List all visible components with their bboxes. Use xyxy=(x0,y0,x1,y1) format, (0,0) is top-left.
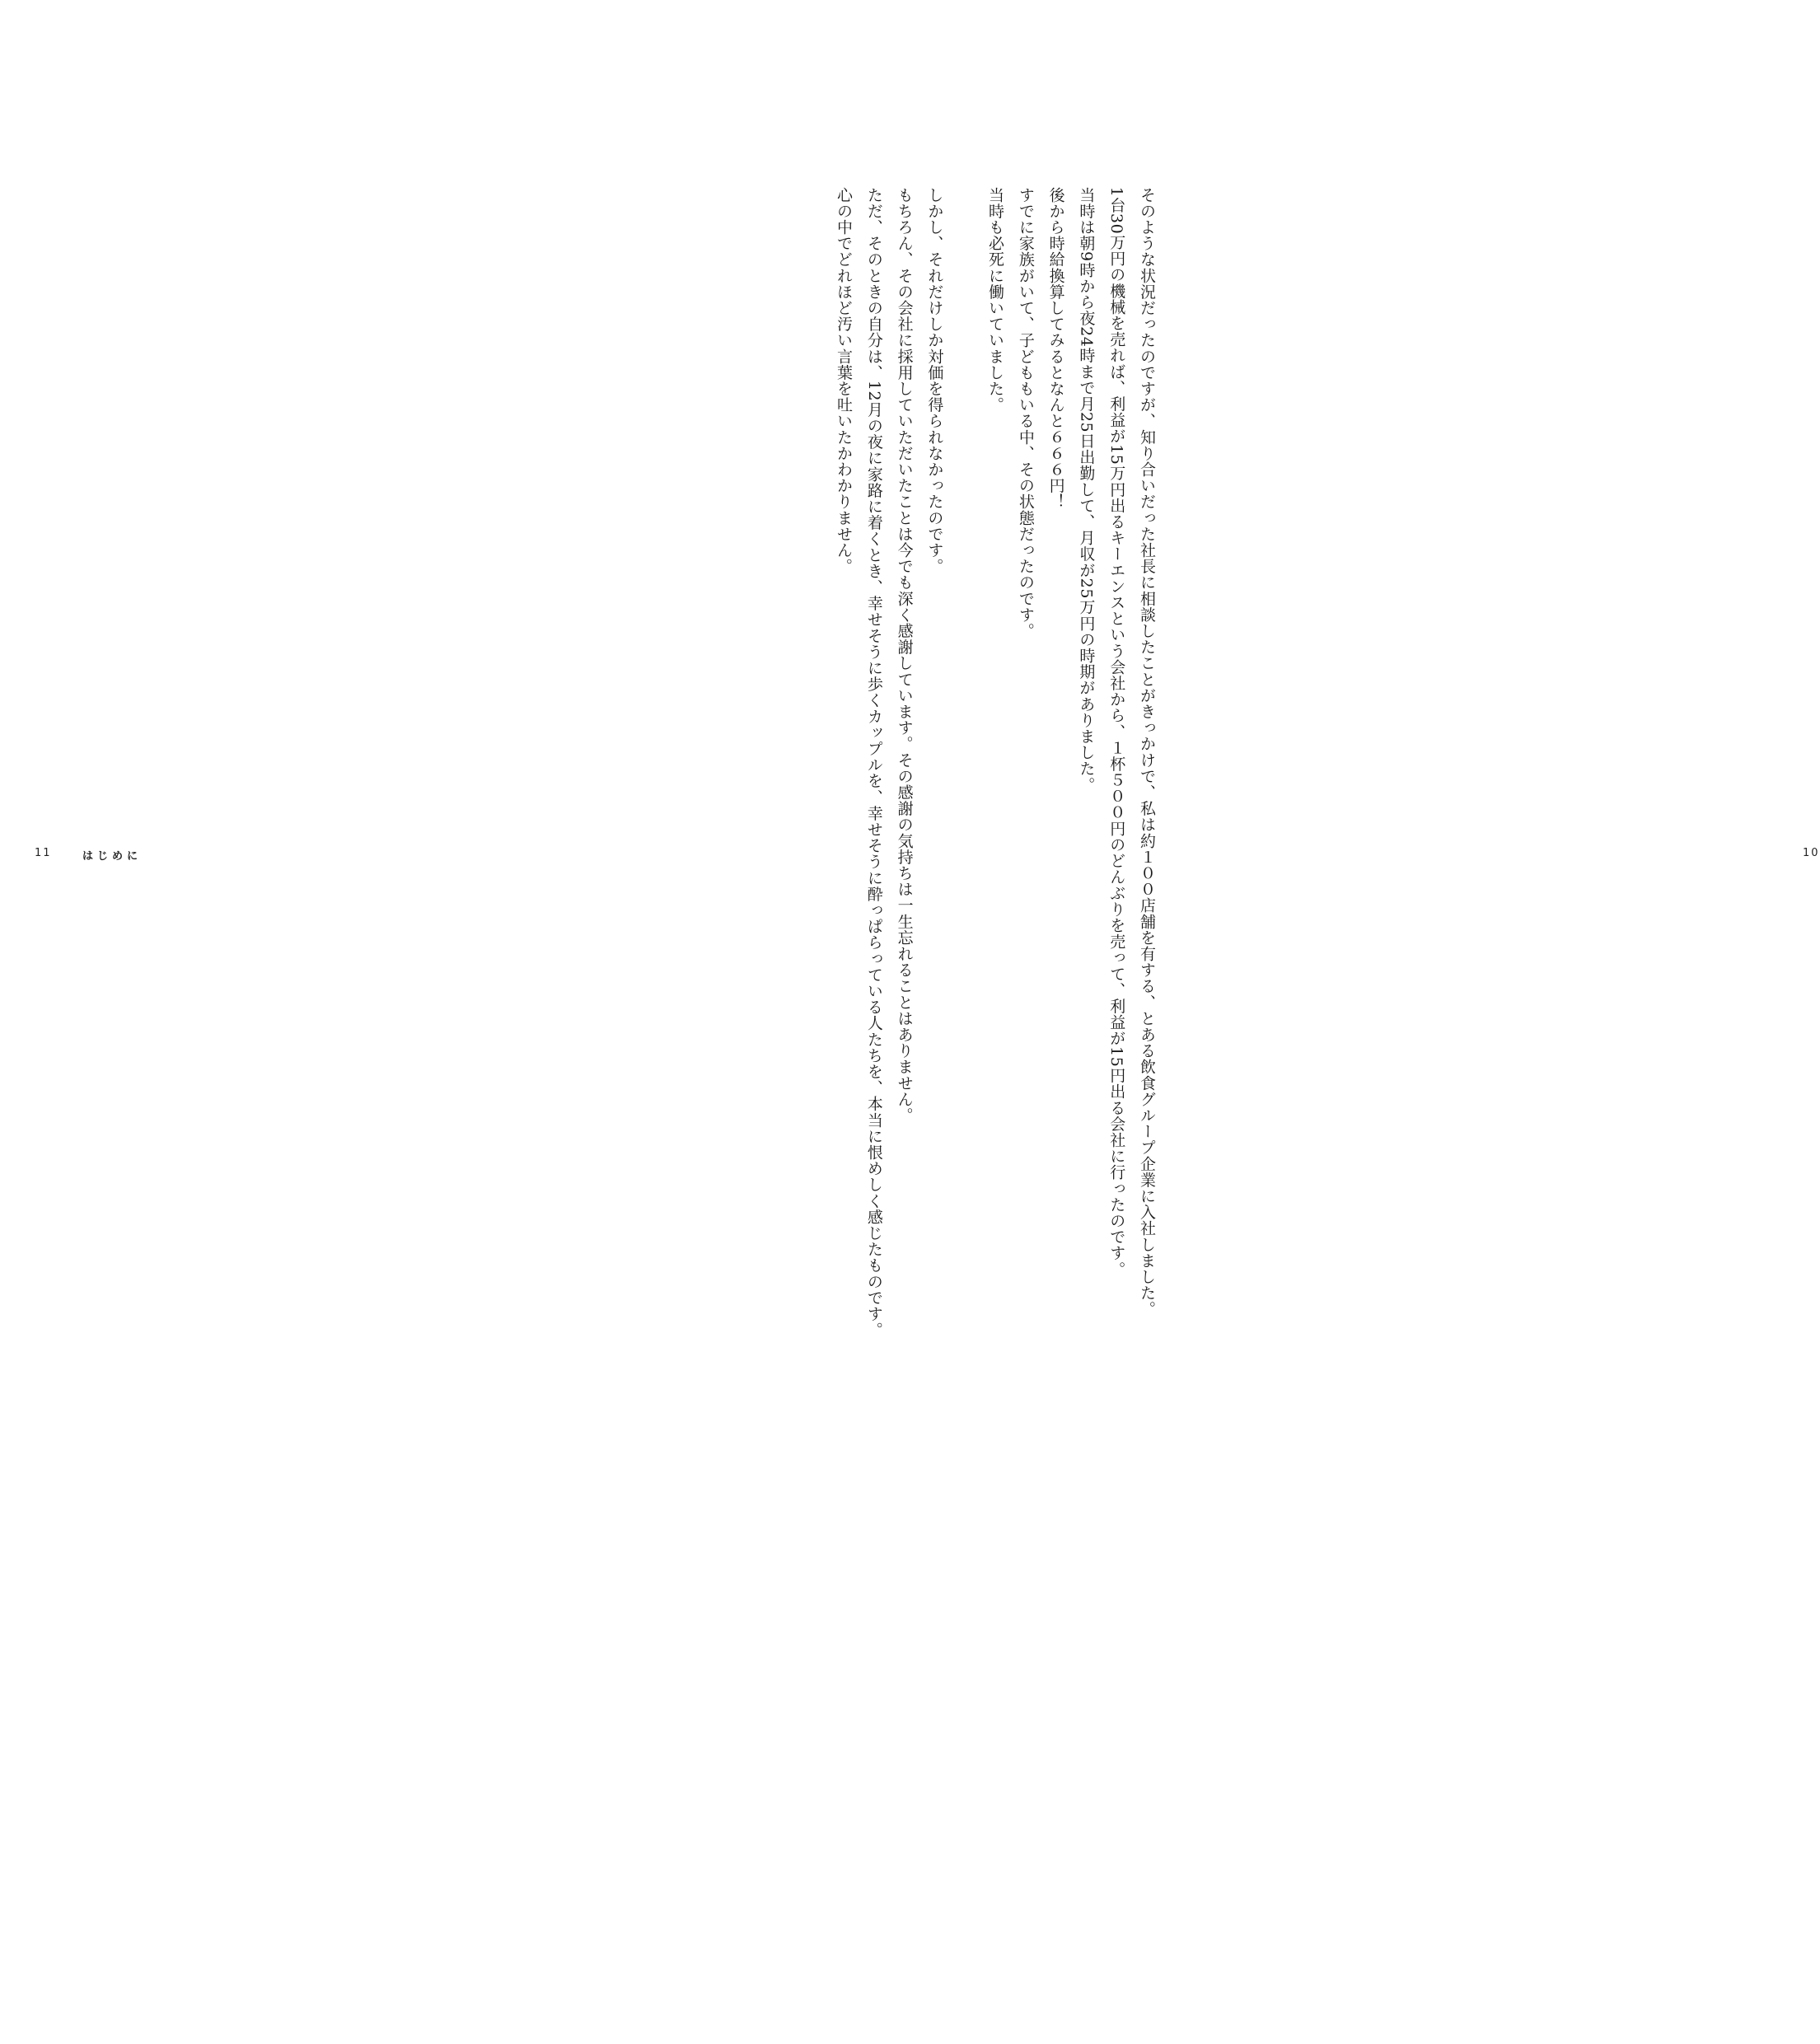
body-text: 後から時給換算してみるとなんと６６６円！ xyxy=(1046,171,1065,510)
left-page xyxy=(0,0,618,896)
paragraph xyxy=(1041,171,1071,830)
body-text: 1台30万円の機械を売れば、利益が15万円出るキーエンスという会社から、１杯５００円のどんぶりを売って、利益が15円出る会社に行ったのです。 xyxy=(1107,171,1126,1278)
body-text: もちろん、その会社に採用していただいたことは今でも深く感謝しています。その感謝の気持ちは一生忘れることはありません。 xyxy=(895,171,914,1124)
running-title: はじめに xyxy=(82,850,143,863)
paragraph xyxy=(1101,171,1131,1278)
paragraph xyxy=(980,171,1010,830)
body-text: すでに家族がいて、子どももいる中、その状態だったのです。 xyxy=(1016,171,1035,639)
paragraph xyxy=(828,171,859,830)
right-page-body xyxy=(828,171,1162,1338)
body-text: そのような状況だったのですが、知り合いだった社長に相談したことがきっかけで、私は約１００店舗を有する、とある飲食グループ企業に入社しました。 xyxy=(1138,171,1156,1317)
paragraph xyxy=(889,171,919,1124)
paragraph xyxy=(859,171,889,1338)
body-text: 当時は朝9時から夜24時まで月25日出勤して、月収が25万円の時期がありました。 xyxy=(1077,171,1096,793)
body-text: 当時も必死に働いていました。 xyxy=(986,171,1005,413)
page-number-right: 10 xyxy=(1803,847,1820,859)
body-text: ただ、そのときの自分は、12月の夜に家路に着くとき、幸せそうに歩くカップルを、幸せそうに酔っぱらっている人たちを、本当に恨めしく感じたものです。 xyxy=(864,171,883,1338)
paragraph xyxy=(1010,171,1041,830)
paragraph xyxy=(919,171,950,830)
paragraph xyxy=(1071,171,1102,830)
body-text: 心の中でどれほど汚い言葉を吐いたかわかりません。 xyxy=(835,171,854,574)
page-number-left: 11 xyxy=(35,847,52,859)
right-page xyxy=(618,0,1820,1338)
paragraph xyxy=(1131,171,1162,1317)
body-text: しかし、それだけしか対価を得られなかったのです。 xyxy=(925,171,944,574)
